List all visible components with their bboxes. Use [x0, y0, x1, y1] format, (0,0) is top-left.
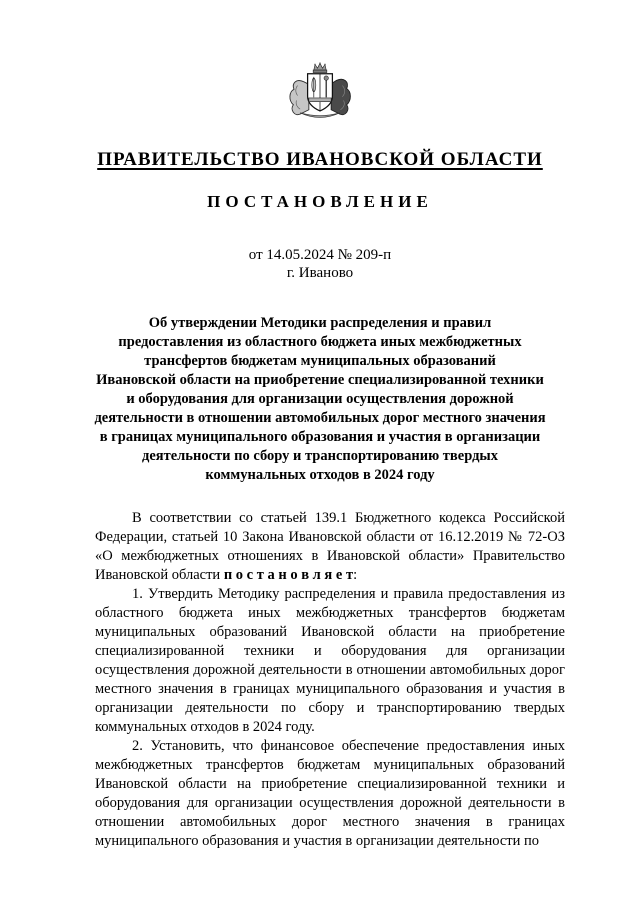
doc-title-line: коммунальных отходов в 2024 году	[205, 467, 435, 483]
doc-title-line: и оборудования для организации осуществления дорожной	[126, 391, 514, 407]
date-block	[0, 246, 640, 282]
org-name-text: ПРАВИТЕЛЬСТВО ИВАНОВСКОЙ ОБЛАСТИ	[97, 149, 543, 170]
preamble-text: В соответствии со статьей 139.1 Бюджетного кодекса Российской Федерации, статьей 10 Закона Ивановской области от 16.12.2019 № 72-ОЗ «О межбюджетных отношениях в Ивановской области» Правительство Ивановской области	[95, 510, 565, 583]
paragraph-preamble	[95, 509, 565, 585]
doc-title-line: деятельности в отношении автомобильных дорог местного значения	[94, 410, 546, 426]
doc-date: от 14.05.2024 № 209-п	[248, 247, 392, 263]
org-name	[0, 149, 640, 171]
doc-type: ПОСТАНОВЛЕНИЕ	[207, 192, 433, 211]
resolve-word: п о с т а н о в л я е т	[223, 567, 354, 583]
ivanovo-coat-of-arms-icon	[281, 62, 359, 124]
doc-title	[0, 314, 640, 485]
doc-title-line: трансфертов бюджетам муниципальных образований	[144, 353, 496, 369]
paragraph-item-1: 1. Утвердить Методику распределения и правила предоставления из областного бюджета иных межбюджетных трансфертов бюджетам муниципальных образований Ивановской области на приобретение специализированной техники и оборудования для организации осуществления дорожной деятельности в отношении автомобильных дорог местного значения в границах муниципального образования и участия в организации деятельности по сбору и транспортированию твердых коммунальных отходов в 2024 году.	[95, 586, 565, 735]
doc-title-line: предоставления из областного бюджета иных межбюджетных	[118, 334, 522, 350]
doc-body	[95, 509, 565, 851]
paragraph-item-2: 2. Установить, что финансовое обеспечение предоставления иных межбюджетных трансфертов бюджетам муниципальных образований Ивановской области на приобретение специализированной техники и оборудования для организации осуществления дорожной деятельности в отношении автомобильных дорог местного значения в границах муниципального образования и участия в организации деятельности по	[95, 738, 565, 849]
doc-title-line: в границах муниципального образования и участия в организации	[99, 429, 541, 445]
lion-supporter	[290, 81, 309, 115]
preamble-colon: :	[353, 567, 358, 583]
shield-band	[309, 98, 331, 102]
doc-title-line: Об утверждении Методики распределения и правил	[148, 315, 492, 331]
doc-title-line: Ивановской области на приобретение специализированной техники	[96, 372, 544, 388]
ribbon	[300, 113, 340, 118]
doc-city: г. Иваново	[286, 265, 354, 281]
doc-title-line: деятельности по сбору и транспортированию твердых	[142, 448, 498, 464]
